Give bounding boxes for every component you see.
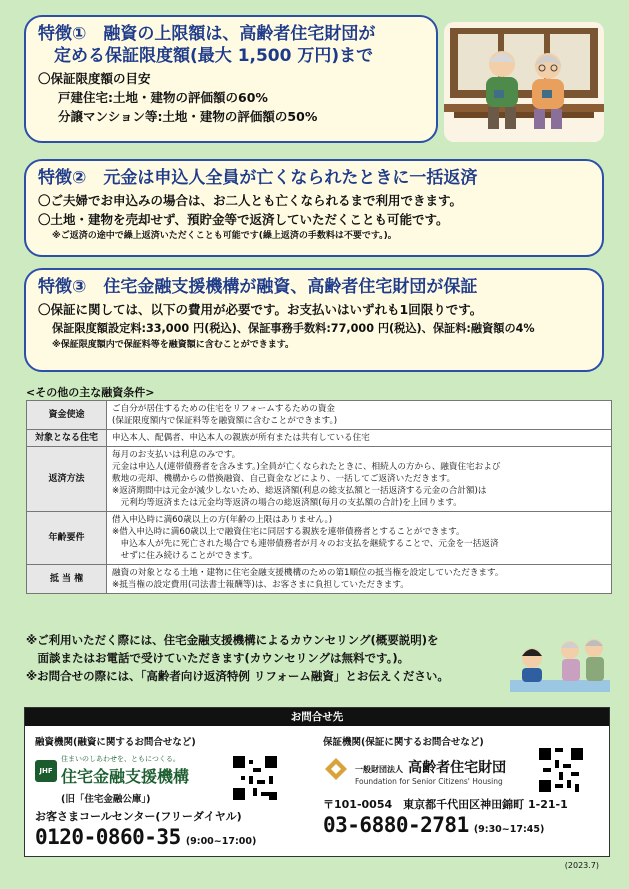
feature2-line2: 〇土地・建物を売却せず、預貯金等で返済していただくことも可能です。 (38, 212, 449, 227)
feature1-title-line1: 特徴① 融資の上限額は、高齢者住宅財団が (38, 24, 376, 44)
feature2-note: ※ご返済の途中で繰上返済いただくことも可能です(繰上返済の手数料は不要です。)。 (52, 231, 397, 241)
conditions-value (107, 565, 612, 594)
conditions-line: 借入申込時に満60歳以上の方(年齢の上限はありません。) (112, 515, 333, 525)
qr-code-left-icon (233, 756, 277, 800)
right-heading: 保証機関(保証に関するお問合せなど) (323, 737, 484, 748)
feature1-sub: 〇保証限度額の目安 (38, 71, 151, 86)
feature1-card (24, 15, 438, 143)
conditions-row (27, 512, 612, 565)
conditions-line: せずに住み続けることができます。 (112, 551, 258, 561)
conditions-line: 元金は申込人(連帯債務者を含みます。)全員が亡くなられたときに、相続人の方から、融資住宅および (112, 462, 501, 472)
left-hours: (9:00~17:00) (185, 836, 257, 847)
left-heading: 融資機関(融資に関するお問合せなど) (35, 737, 196, 748)
conditions-line: 敷地の売却、機構からの借換融資、自己資金などにより、一括してご返済いただきます。 (112, 474, 456, 484)
conditions-value (107, 512, 612, 565)
left-phone[interactable]: 0120-0860-35 (35, 825, 181, 849)
conditions-title: <その他の主な融資条件> (26, 386, 155, 399)
conditions-line: ※抵当権の設定費用(司法書士報酬等)は、お客さまに負担していただきます。 (112, 580, 409, 590)
conditions-value (107, 430, 612, 447)
conditions-line: (保証限度額内で保証料等を融資額に含むことができます。) (112, 416, 338, 426)
conditions-key: 返済方法 (27, 447, 107, 512)
feature3-line1: 〇保証に関しては、以下の費用が必要です。お支払いはいずれも1回限りです。 (38, 302, 483, 317)
right-prefix: 一般財団法人 (355, 764, 403, 774)
conditions-value (107, 447, 612, 512)
note-line1: ※ご利用いただく際には、住宅金融支援機構によるカウンセリング(概要説明)を (26, 633, 439, 647)
conditions-key: 対象となる住宅 (27, 430, 107, 447)
conditions-line: ご自分が居住するための住宅をリフォームするための資金 (112, 404, 336, 414)
feature3-card (24, 268, 604, 372)
right-phone[interactable]: 03-6880-2781 (323, 813, 469, 837)
conditions-row (27, 565, 612, 594)
feature1-title-line2: 定める保証限度額(最大 1,500 万円)まで (54, 46, 374, 66)
note-line3: ※お問合せの際には、「高齢者向け返済特例 リフォーム融資」とお伝えください。 (26, 669, 449, 683)
right-org-en: Foundation for Senior Citizens' Housing (355, 776, 503, 786)
notes-block (26, 631, 516, 685)
footer-date: (2023.7) (564, 861, 599, 870)
feature2-line1: 〇ご夫婦でお申込みの場合は、お二人とも亡くなられるまで利用できます。 (38, 193, 463, 208)
jhf-logo (35, 760, 57, 782)
feature1-item2: 分譲マンション等:土地・建物の評価額の50% (58, 109, 318, 124)
conditions-line: ※借入申込時に満60歳以上で融資住宅に同居する親族を連帯債務者とすることができます。 (112, 527, 465, 537)
conditions-row (27, 401, 612, 430)
conditions-line: 融資の対象となる土地・建物に住宅金融支援機構のための第1順位の抵当権を設定していただきます。 (112, 568, 504, 578)
feature2-card (24, 159, 604, 257)
conditions-line: 元利均等返済または元金均等返済の場合の総返済額(毎月の支払額の合計)を上回ります。 (112, 498, 462, 508)
jhf-logo-text: JHF (39, 766, 53, 775)
qr-code-right-icon (539, 748, 583, 792)
contact-bar: お問合せ先 (25, 708, 609, 726)
conditions-table (26, 400, 612, 594)
note-line2: 面談またはお電話で受けていただきます(カウンセリングは無料です。)。 (26, 651, 410, 665)
feature1-item1: 戸建住宅:土地・建物の評価額の60% (58, 90, 268, 105)
feature2-title: 特徴② 元金は申込人全員が亡くなられたときに一括返済 (38, 168, 478, 188)
conditions-line: 毎月のお支払いは利息のみです。 (112, 450, 241, 460)
right-org: 高齢者住宅財団 (408, 759, 507, 776)
feature3-note: ※保証限度額内で保証料等を融資額に含むことができます。 (52, 340, 295, 350)
right-address: 〒101-0054 東京都千代田区神田錦町 1-21-1 (323, 798, 568, 811)
feature3-line2: 保証限度額設定料:33,000 円(税込)、保証事務手数料:77,000 円(税込)、保証料:融資額の4% (52, 322, 535, 335)
feature3-title: 特徴③ 住宅金融支援機構が融資、高齢者住宅財団が保証 (38, 277, 478, 297)
conditions-key: 年齢要件 (27, 512, 107, 565)
counseling-illustration (510, 628, 610, 708)
conditions-key: 抵 当 権 (27, 565, 107, 594)
conditions-row (27, 430, 612, 447)
conditions-key: 資金使途 (27, 401, 107, 430)
left-center: お客さまコールセンター(フリーダイヤル) (35, 810, 242, 823)
conditions-line: ※返済期間中は元金が減少しないため、総返済額(利息の総支払額と一括返済する元金の合計額)は (112, 486, 487, 496)
elderly-couple-illustration (444, 22, 604, 142)
left-org: 住宅金融支援機構 (61, 767, 190, 786)
foundation-logo-icon (323, 756, 349, 786)
conditions-value (107, 401, 612, 430)
left-tagline: 住まいのしあわせを、ともにつくる。 (61, 755, 180, 763)
left-former: (旧「住宅金融公庫」) (61, 794, 151, 805)
conditions-line: 申込本人が先に死亡された場合でも連帯債務者が月々のお支払を継続することで、元金を一括返済 (112, 539, 499, 549)
right-hours: (9:30~17:45) (473, 824, 545, 835)
conditions-line: 申込本人、配偶者、申込本人の親族が所有または共有している住宅 (112, 433, 370, 443)
contact-box (24, 707, 610, 857)
conditions-row (27, 447, 612, 512)
